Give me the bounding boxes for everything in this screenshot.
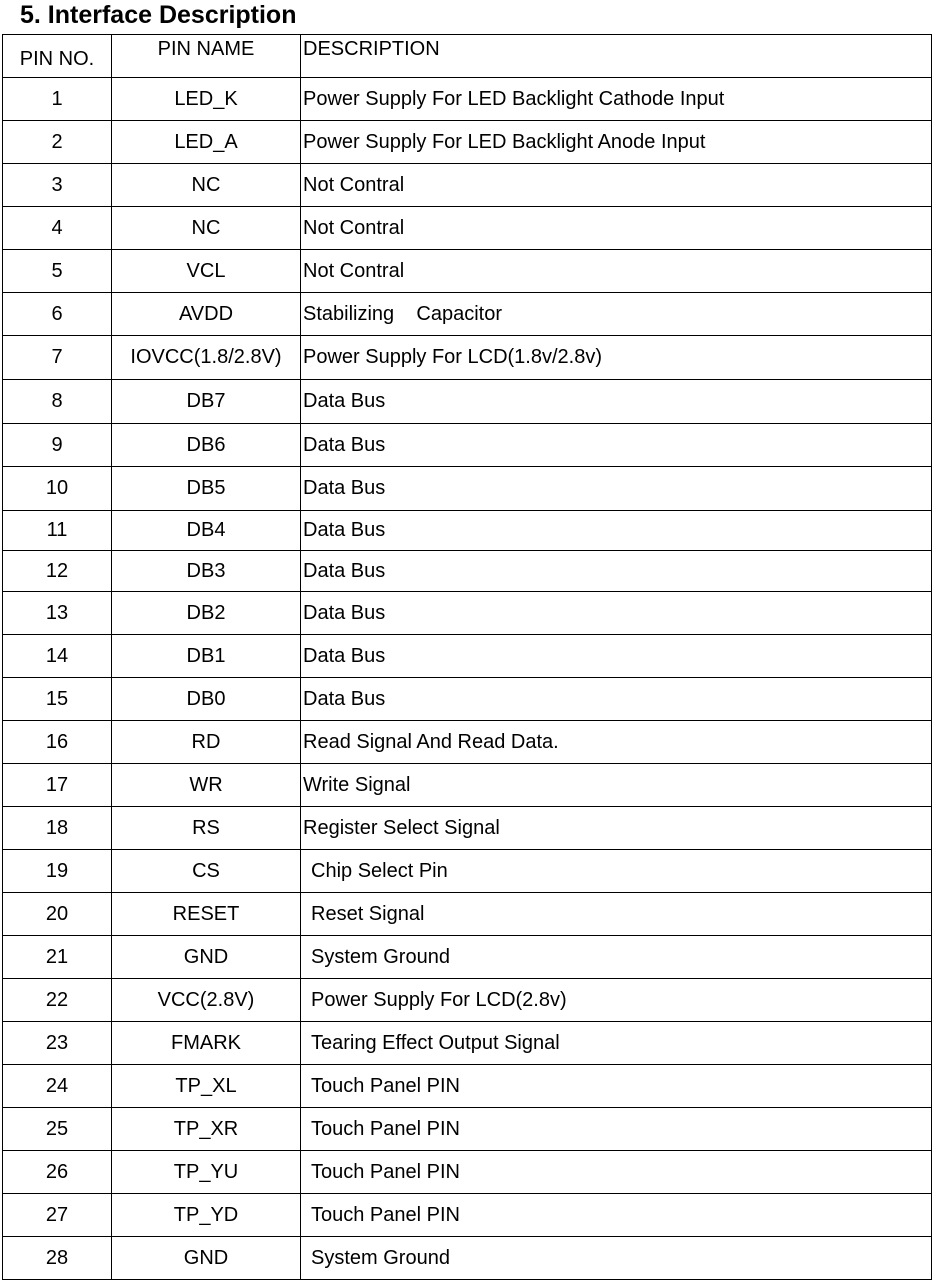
table-row (3, 250, 932, 293)
pin-number: 6 (3, 293, 112, 336)
pin-name: DB0 (112, 678, 301, 721)
pin-description: Register Select Signal (301, 807, 932, 850)
pin-description: Not Contral (301, 164, 932, 207)
pin-description: Data Bus (301, 467, 932, 511)
pin-description: System Ground (301, 1237, 932, 1280)
pin-name: DB5 (112, 467, 301, 511)
pin-number: 25 (3, 1108, 112, 1151)
pin-name: WR (112, 764, 301, 807)
pin-name: IOVCC(1.8/2.8V) (112, 336, 301, 380)
pin-description: Power Supply For LCD(2.8v) (301, 979, 932, 1022)
table-row (3, 551, 932, 592)
pin-name: RESET (112, 893, 301, 936)
section-title: 5. Interface Description (20, 1, 297, 29)
pin-name: DB1 (112, 635, 301, 678)
pin-name: TP_YD (112, 1194, 301, 1237)
table-row (3, 78, 932, 121)
table-row (3, 850, 932, 893)
pin-description: Power Supply For LCD(1.8v/2.8v) (301, 336, 932, 380)
pin-name: RD (112, 721, 301, 764)
table-row (3, 807, 932, 850)
table-row (3, 1065, 932, 1108)
table-row (3, 164, 932, 207)
table-row (3, 207, 932, 250)
pin-description: Not Contral (301, 207, 932, 250)
pin-name: NC (112, 164, 301, 207)
pin-number: 24 (3, 1065, 112, 1108)
table-row (3, 979, 932, 1022)
header-pin-no: PIN NO. (3, 35, 112, 78)
pin-number: 16 (3, 721, 112, 764)
pin-description: Data Bus (301, 511, 932, 551)
pin-number: 4 (3, 207, 112, 250)
pin-name: VCC(2.8V) (112, 979, 301, 1022)
pin-name: DB3 (112, 551, 301, 592)
interface-table (2, 34, 932, 1280)
pin-name: TP_XR (112, 1108, 301, 1151)
pin-description: Data Bus (301, 424, 932, 467)
table-row (3, 1237, 932, 1280)
pin-number: 1 (3, 78, 112, 121)
table-row (3, 764, 932, 807)
pin-description: Write Signal (301, 764, 932, 807)
pin-description: Power Supply For LED Backlight Cathode Input (301, 78, 932, 121)
table-row (3, 511, 932, 551)
pin-name: LED_A (112, 121, 301, 164)
table-row (3, 467, 932, 511)
pin-number: 20 (3, 893, 112, 936)
pin-description: Touch Panel PIN (301, 1065, 932, 1108)
pin-description: Touch Panel PIN (301, 1108, 932, 1151)
pin-description: Stabilizing Capacitor (301, 293, 932, 336)
pin-description: Data Bus (301, 380, 932, 424)
pin-description: Data Bus (301, 592, 932, 635)
table-header-row (3, 35, 932, 78)
table-row (3, 678, 932, 721)
pin-description: Power Supply For LED Backlight Anode Input (301, 121, 932, 164)
pin-number: 19 (3, 850, 112, 893)
pin-number: 10 (3, 467, 112, 511)
pin-name: VCL (112, 250, 301, 293)
table-row (3, 893, 932, 936)
pin-name: NC (112, 207, 301, 250)
pin-description: Reset Signal (301, 893, 932, 936)
pin-number: 2 (3, 121, 112, 164)
pin-number: 3 (3, 164, 112, 207)
pin-number: 28 (3, 1237, 112, 1280)
pin-name: FMARK (112, 1022, 301, 1065)
pin-number: 27 (3, 1194, 112, 1237)
pin-name: GND (112, 936, 301, 979)
pin-name: RS (112, 807, 301, 850)
table-row (3, 721, 932, 764)
pin-number: 5 (3, 250, 112, 293)
pin-name: GND (112, 1237, 301, 1280)
pin-name: DB6 (112, 424, 301, 467)
table-row (3, 1108, 932, 1151)
pin-description: System Ground (301, 936, 932, 979)
header-description: DESCRIPTION (301, 35, 932, 78)
pin-number: 18 (3, 807, 112, 850)
pin-description: Data Bus (301, 678, 932, 721)
pin-number: 13 (3, 592, 112, 635)
table-row (3, 336, 932, 380)
table-row (3, 635, 932, 678)
pin-description: Chip Select Pin (301, 850, 932, 893)
pin-description: Touch Panel PIN (301, 1151, 932, 1194)
table-row (3, 1194, 932, 1237)
pin-number: 8 (3, 380, 112, 424)
table-row (3, 121, 932, 164)
pin-name: TP_XL (112, 1065, 301, 1108)
pin-name: DB2 (112, 592, 301, 635)
table-row (3, 1151, 932, 1194)
pin-number: 21 (3, 936, 112, 979)
pin-name: CS (112, 850, 301, 893)
pin-number: 15 (3, 678, 112, 721)
pin-description: Data Bus (301, 551, 932, 592)
pin-description: Tearing Effect Output Signal (301, 1022, 932, 1065)
table-row (3, 592, 932, 635)
pin-name: TP_YU (112, 1151, 301, 1194)
table-row (3, 293, 932, 336)
pin-name: LED_K (112, 78, 301, 121)
pin-description: Touch Panel PIN (301, 1194, 932, 1237)
table-row (3, 936, 932, 979)
pin-number: 26 (3, 1151, 112, 1194)
table-body (3, 78, 932, 1280)
pin-number: 11 (3, 511, 112, 551)
pin-name: DB4 (112, 511, 301, 551)
pin-number: 9 (3, 424, 112, 467)
pin-number: 23 (3, 1022, 112, 1065)
table-row (3, 1022, 932, 1065)
pin-number: 7 (3, 336, 112, 380)
header-pin-name: PIN NAME (112, 35, 301, 78)
pin-number: 14 (3, 635, 112, 678)
table-row (3, 424, 932, 467)
pin-name: DB7 (112, 380, 301, 424)
pin-number: 22 (3, 979, 112, 1022)
pin-description: Data Bus (301, 635, 932, 678)
table-row (3, 380, 932, 424)
pin-description: Not Contral (301, 250, 932, 293)
pin-name: AVDD (112, 293, 301, 336)
pin-number: 12 (3, 551, 112, 592)
pin-description: Read Signal And Read Data. (301, 721, 932, 764)
pin-number: 17 (3, 764, 112, 807)
